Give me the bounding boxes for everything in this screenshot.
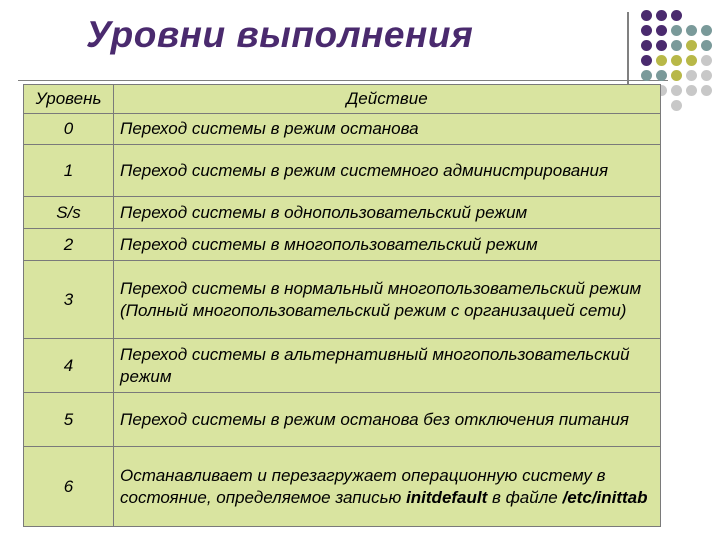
table-row <box>24 447 661 527</box>
decorative-dot <box>656 55 667 66</box>
action-cell: Переход системы в многопользовательский режим <box>114 229 661 261</box>
action-cell <box>114 447 661 527</box>
decorative-dot <box>701 40 712 51</box>
decorative-dot <box>671 25 682 36</box>
decorative-dot <box>701 70 712 81</box>
slide-title: Уровни выполнения <box>86 14 474 55</box>
decorative-dot <box>686 40 697 51</box>
level-cell: 1 <box>24 145 114 197</box>
level-cell: 2 <box>24 229 114 261</box>
decorative-dot <box>656 70 667 81</box>
decorative-dot <box>671 10 682 21</box>
action-cell: Переход системы в режим останова <box>114 114 661 145</box>
decorative-dot <box>656 40 667 51</box>
level-cell: 0 <box>24 114 114 145</box>
decorative-dot <box>641 10 652 21</box>
table-row <box>24 229 661 261</box>
decorative-dot <box>701 85 712 96</box>
action-cell: Переход системы в режим останова без отключения питания <box>114 393 661 447</box>
action-cell: Переход системы в однопользовательский режим <box>114 197 661 229</box>
config-file-path: /etc/inittab <box>562 487 648 507</box>
level-cell: 5 <box>24 393 114 447</box>
level-cell: 3 <box>24 261 114 339</box>
action-cell: Переход системы в альтернативный многопользовательский режим <box>114 339 661 393</box>
table-row <box>24 339 661 393</box>
action-cell: Переход системы в режим системного администрирования <box>114 145 661 197</box>
decorative-dot <box>641 55 652 66</box>
decorative-dot <box>641 40 652 51</box>
table-row <box>24 197 661 229</box>
action-text: в файле <box>487 487 563 507</box>
table-row <box>24 145 661 197</box>
runlevels-table <box>23 84 661 527</box>
level-cell: 4 <box>24 339 114 393</box>
decorative-dot <box>656 25 667 36</box>
decorative-dot <box>671 40 682 51</box>
decorative-dot <box>671 70 682 81</box>
level-cell: S/s <box>24 197 114 229</box>
table-row <box>24 114 661 145</box>
decorative-dot <box>701 55 712 66</box>
table-row <box>24 261 661 339</box>
level-cell: 6 <box>24 447 114 527</box>
decorative-dot <box>671 100 682 111</box>
decorative-dot <box>671 55 682 66</box>
action-cell: Переход системы в нормальный многопользовательский режим (Полный многопользовательский режим с организацией сети) <box>114 261 661 339</box>
table-row <box>24 393 661 447</box>
header-level: Уровень <box>24 85 114 114</box>
decorative-dot <box>656 10 667 21</box>
decorative-dot <box>686 85 697 96</box>
decorative-dot <box>686 25 697 36</box>
decorative-dot <box>686 70 697 81</box>
decorative-dot <box>701 25 712 36</box>
decorative-dot <box>641 70 652 81</box>
header-action: Действие <box>114 85 661 114</box>
table-header-row <box>24 85 661 114</box>
horizontal-divider <box>18 80 668 81</box>
decorative-dot <box>686 55 697 66</box>
action-text: Останавливает и перезагружает операционную систему в состояние, определяемое записью <box>120 465 606 507</box>
config-entry-name: initdefault <box>406 487 488 507</box>
decorative-dot <box>641 25 652 36</box>
decorative-dot <box>671 85 682 96</box>
